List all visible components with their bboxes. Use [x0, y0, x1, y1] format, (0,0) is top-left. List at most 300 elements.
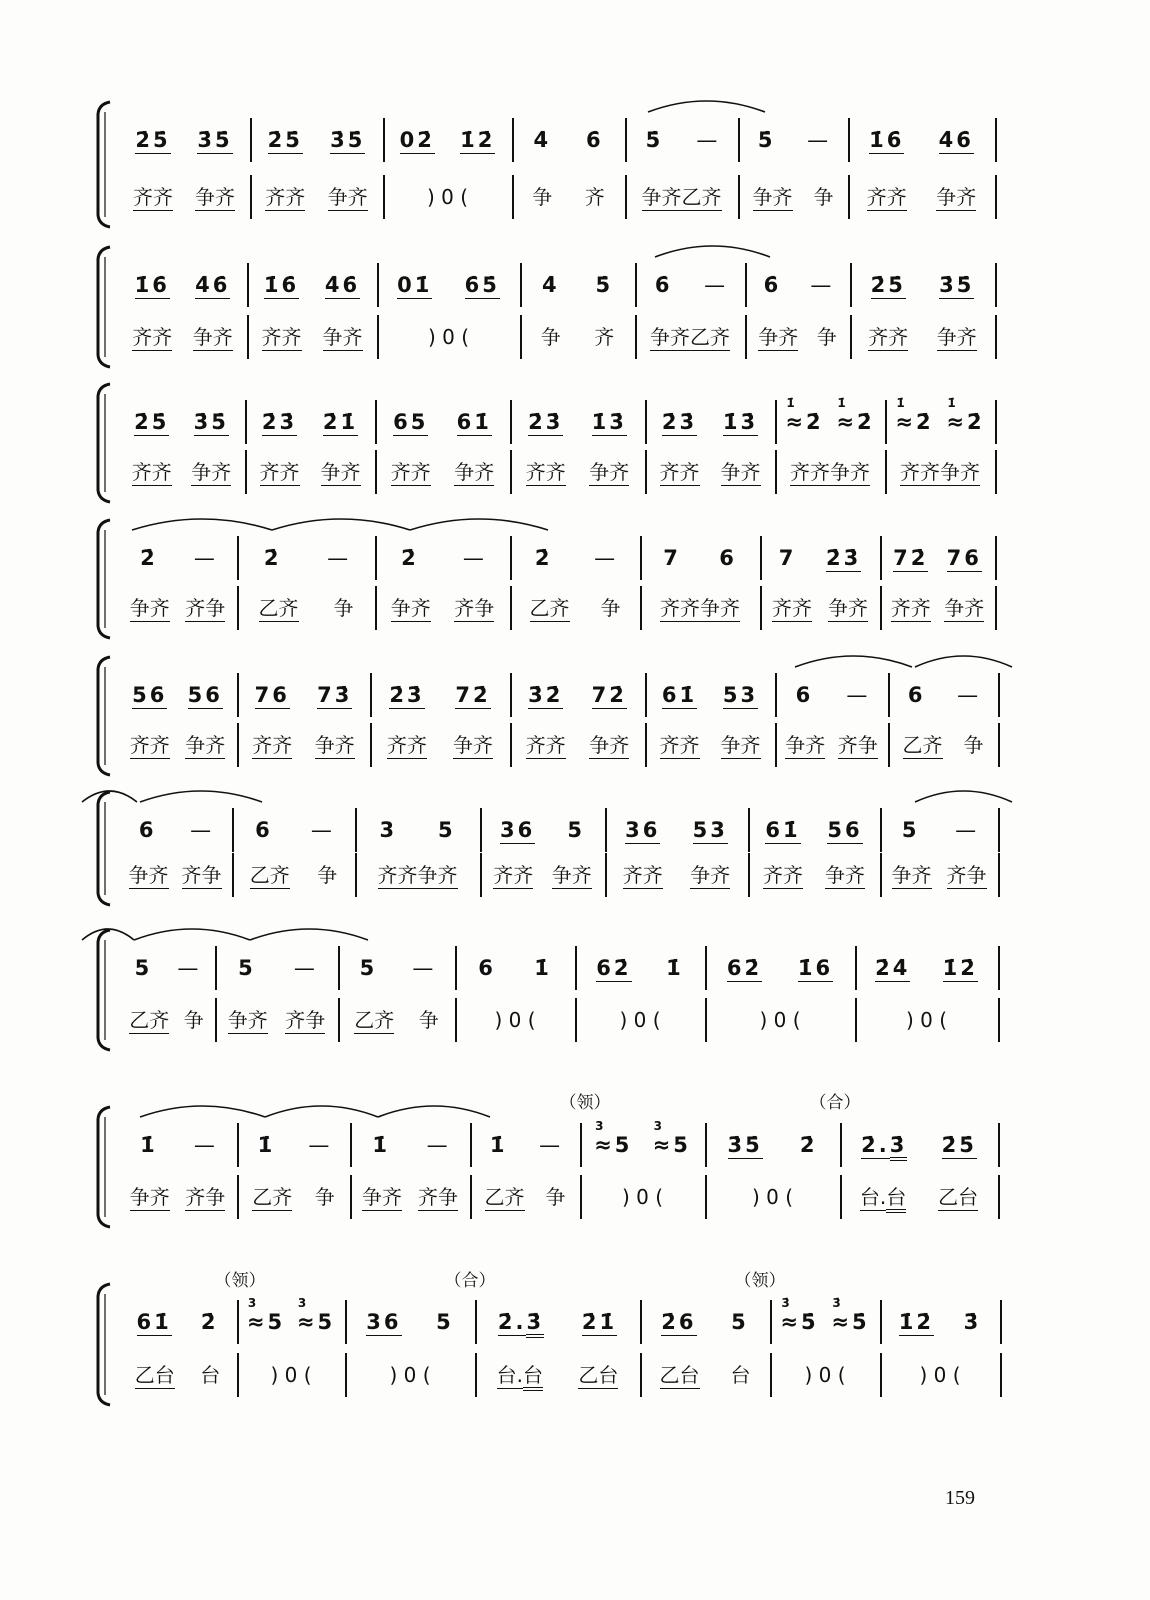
barline: [775, 673, 777, 717]
barline: [237, 1175, 239, 1219]
beat: [528, 682, 563, 708]
barline: [880, 1300, 882, 1344]
beat: [250, 862, 290, 888]
notes: —: [462, 546, 484, 570]
beat: [946, 396, 985, 435]
beat: [438, 817, 456, 843]
note-group: [731, 1309, 749, 1335]
barline: [625, 118, 627, 162]
syllables: 齐齐: [493, 863, 534, 887]
measure: [852, 120, 991, 160]
percussion-group: [191, 459, 231, 485]
percussion-group: [523, 1362, 543, 1388]
notes: ≈2̇: [785, 410, 824, 434]
percussion-group: [900, 459, 940, 485]
note-group: [727, 955, 762, 981]
beat: [642, 184, 722, 210]
beat: [327, 545, 348, 571]
beat: [228, 1007, 268, 1033]
syllables: 争: [540, 325, 561, 349]
percussion-group: [838, 732, 878, 758]
measure: [236, 810, 351, 850]
beat: [465, 272, 500, 298]
beat: [661, 1309, 696, 1335]
note-group: [728, 1132, 763, 1158]
note-group: [890, 1132, 908, 1158]
notes: 1̇6̇: [869, 128, 905, 152]
beat: [800, 1132, 818, 1158]
measure: [359, 810, 476, 850]
syllables: 齐齐: [866, 185, 907, 209]
note-group: [807, 127, 828, 153]
notes: 5̇: [645, 128, 664, 152]
beat: [436, 1309, 454, 1335]
barline: [885, 400, 887, 444]
barline: [880, 536, 882, 580]
barline: [995, 118, 997, 162]
syllables: 争齐: [758, 325, 799, 349]
barline: [237, 1300, 239, 1344]
notes: 62̇: [596, 956, 632, 980]
barline: [237, 723, 239, 767]
percussion-group: [526, 459, 566, 485]
measure: [241, 725, 366, 765]
beat: [259, 595, 299, 621]
percussion-group: [660, 459, 700, 485]
notes: 36: [625, 818, 661, 842]
syllables: 齐争: [946, 863, 987, 887]
beat: [752, 1184, 793, 1210]
measure: [629, 177, 734, 217]
beat: [378, 862, 458, 888]
beat: [867, 184, 907, 210]
percussion-group: [184, 1007, 204, 1033]
beat: [601, 595, 621, 621]
beat: [194, 409, 229, 435]
barline: [775, 723, 777, 767]
beat: [262, 324, 302, 350]
syllables: 争齐: [936, 185, 977, 209]
beat: [938, 1184, 978, 1210]
notes: 61̇: [136, 1310, 172, 1334]
beat: [197, 127, 232, 153]
notes: 2̇3̇: [528, 410, 564, 434]
beat: [780, 1296, 819, 1335]
percussion-group: [700, 595, 740, 621]
syllables: 争齐: [785, 733, 826, 757]
beat: [294, 955, 315, 981]
beat: [526, 732, 566, 758]
note-group: [389, 682, 424, 708]
barline: [455, 946, 457, 990]
beat: [188, 682, 223, 708]
beat: [582, 1309, 617, 1335]
notes: 53: [692, 818, 728, 842]
beat: [814, 184, 834, 210]
syllables: 台: [886, 1185, 906, 1213]
part-label: （合）: [809, 1093, 861, 1113]
note-group: [194, 409, 229, 435]
note-group: [438, 817, 456, 843]
syllables: 乙台: [659, 1363, 700, 1387]
beat: [285, 1007, 325, 1033]
beat: [957, 682, 978, 708]
notes: ≈5̇: [831, 1310, 870, 1334]
notes: —: [193, 546, 215, 570]
beat: [201, 1309, 219, 1335]
percussion-group: [759, 1007, 800, 1033]
notes: —: [810, 273, 832, 297]
beat: [526, 459, 566, 485]
beat: [810, 272, 831, 298]
measure: [241, 538, 371, 578]
notes: 2̇3̇: [825, 546, 862, 570]
percussion-group: [530, 595, 570, 621]
notes: 2̇1̇: [322, 410, 359, 434]
percussion-group: [752, 1184, 793, 1210]
beat: [428, 324, 469, 350]
note-group: [465, 272, 500, 298]
syllables: 乙齐: [249, 863, 290, 887]
system-bracket: [98, 657, 110, 775]
barline: [640, 536, 642, 580]
percussion-group: [389, 1362, 430, 1388]
percussion-group: [721, 732, 761, 758]
syllables: ) 0 (: [751, 1185, 794, 1209]
barline: [998, 673, 1000, 717]
percussion-group: [944, 595, 984, 621]
measure: [749, 265, 846, 305]
barline: [245, 450, 247, 494]
syllables: 乙齐: [484, 1185, 525, 1209]
percussion-group: [825, 862, 865, 888]
beat: [185, 732, 225, 758]
syllables: 齐争: [185, 596, 226, 620]
notes: —: [696, 128, 718, 152]
percussion-group: [259, 595, 299, 621]
barline: [605, 808, 607, 852]
measure: [122, 1177, 233, 1217]
slur: [140, 791, 262, 802]
note-group: [372, 1132, 390, 1158]
notes: 1̇3̇: [591, 410, 627, 434]
system-bracket: [98, 384, 110, 502]
grace-note: 3̇: [781, 1296, 790, 1310]
measure: [381, 317, 516, 357]
barline: [840, 1175, 842, 1219]
beat: [311, 817, 332, 843]
note-group: [661, 1309, 696, 1335]
barline: [605, 853, 607, 897]
beat: [660, 595, 740, 621]
note-group: [946, 396, 985, 435]
note-group: [478, 955, 496, 981]
barline: [705, 998, 707, 1042]
percussion-group: [362, 1184, 402, 1210]
beat: [546, 1184, 566, 1210]
barline: [232, 853, 234, 897]
syllables: 争齐: [650, 325, 690, 349]
note-group: [861, 1132, 890, 1158]
beat: [494, 1007, 535, 1033]
measure: [241, 1296, 341, 1342]
note-group: [939, 127, 974, 153]
beat: [182, 862, 222, 888]
notes: 56: [827, 818, 863, 842]
percussion-group: [690, 862, 730, 888]
barline: [640, 1353, 642, 1397]
syllables: 争齐: [129, 596, 170, 620]
measure: [629, 120, 734, 160]
barline: [355, 808, 357, 852]
beat: [727, 955, 762, 981]
percussion-group: [454, 459, 494, 485]
percussion-group: [321, 459, 361, 485]
barline: [480, 808, 482, 852]
beat: [246, 1296, 286, 1335]
barline: [375, 536, 377, 580]
percussion-group: [940, 459, 980, 485]
notes: 2̇: [140, 546, 158, 570]
beat: [397, 272, 432, 298]
beat: [264, 272, 299, 298]
measure: [387, 177, 508, 217]
barline: [1000, 1353, 1002, 1397]
note-group: [594, 545, 615, 571]
beat: [804, 1362, 845, 1388]
beat: [193, 324, 233, 350]
beat: [317, 862, 337, 888]
percussion-group: [828, 595, 868, 621]
barline: [738, 118, 740, 162]
barline: [215, 998, 217, 1042]
measure: [474, 1177, 576, 1217]
notes: —: [193, 1133, 215, 1157]
beat: [265, 184, 305, 210]
measure: [122, 177, 246, 217]
notes: 1̇2̇: [942, 956, 978, 980]
barline: [775, 450, 777, 494]
beat: [387, 732, 427, 758]
barline: [575, 998, 577, 1042]
percussion-group: [817, 324, 837, 350]
measure: [122, 588, 233, 628]
note-group: [800, 1132, 818, 1158]
barline: [998, 1123, 1000, 1167]
barline: [370, 723, 372, 767]
measure: [844, 1177, 994, 1217]
barline: [840, 1123, 842, 1167]
percussion-group: [129, 1007, 169, 1033]
beat: [393, 409, 428, 435]
syllables: 台: [730, 1363, 751, 1387]
barline: [850, 263, 852, 307]
barline: [510, 723, 512, 767]
notes: 2̇: [799, 1133, 818, 1157]
system-bracket: [98, 1284, 110, 1405]
notes: 2̇.: [861, 1133, 890, 1157]
beat: [328, 184, 368, 210]
beat: [200, 1362, 220, 1388]
notes: 2̇5̇: [134, 410, 170, 434]
barline: [510, 450, 512, 494]
note-group: [498, 1309, 527, 1335]
beat: [366, 1309, 401, 1335]
measure: [639, 317, 741, 357]
beat: [195, 184, 235, 210]
measure: [854, 265, 991, 305]
percussion-group: [906, 1007, 947, 1033]
beat: [772, 595, 812, 621]
measure: [854, 317, 991, 357]
syllables: 争齐: [191, 460, 232, 484]
beat: [258, 1132, 276, 1158]
beat: [939, 127, 974, 153]
syllables: 乙台: [134, 1363, 175, 1387]
beat: [323, 324, 363, 350]
syllables: 台: [200, 1363, 221, 1387]
beat: [825, 862, 865, 888]
barline: [250, 175, 252, 219]
measure: [479, 1355, 636, 1395]
syllables: 乙齐: [690, 325, 730, 349]
beat: [947, 545, 982, 571]
measure: [122, 675, 233, 715]
beat: [838, 732, 878, 758]
slur: [82, 929, 134, 940]
barline: [888, 673, 890, 717]
note-group: [592, 682, 627, 708]
syllables: 争齐: [944, 596, 985, 620]
notes: ≈2̇: [946, 410, 985, 434]
beat: [763, 862, 803, 888]
measure: [122, 1355, 233, 1395]
measure: [852, 177, 991, 217]
percussion-group: [334, 595, 354, 621]
syllables: 齐齐: [900, 460, 940, 484]
beat: [723, 682, 758, 708]
syllables: 争齐: [185, 733, 226, 757]
beat: [478, 955, 496, 981]
percussion-group: [130, 732, 170, 758]
barline: [338, 946, 340, 990]
beat: [892, 862, 932, 888]
measure: [749, 317, 846, 357]
barline: [775, 400, 777, 444]
beat: [317, 682, 352, 708]
syllables: 齐: [584, 185, 605, 209]
beat: [252, 1184, 292, 1210]
syllables: 争齐: [940, 460, 980, 484]
measure: [241, 1177, 346, 1217]
beat: [315, 1184, 335, 1210]
slur: [134, 929, 250, 940]
note-group: [798, 955, 833, 981]
beat: [191, 459, 231, 485]
beat: [944, 595, 984, 621]
percussion-group: [419, 1007, 439, 1033]
syllables: ) 0 (: [759, 1008, 801, 1032]
note-group: [908, 682, 926, 708]
percussion-group: [785, 732, 825, 758]
measure: [609, 810, 744, 850]
percussion-group: [601, 595, 621, 621]
syllables: 争齐: [314, 733, 355, 757]
barline: [998, 853, 1000, 897]
measure: [584, 1177, 701, 1217]
measure: [122, 1000, 211, 1040]
beat: [817, 324, 837, 350]
barline: [350, 1123, 352, 1167]
syllables: 争齐: [322, 325, 363, 349]
beat: [315, 732, 355, 758]
syllables: 齐齐: [377, 863, 418, 887]
note-group: [139, 817, 157, 843]
beat: [130, 595, 170, 621]
slur: [655, 246, 770, 257]
notes: 6̇: [763, 273, 782, 297]
barline: [237, 1353, 239, 1397]
measure: [644, 1355, 766, 1395]
measure: [644, 588, 756, 628]
note-group: [140, 1132, 158, 1158]
note-group: [846, 682, 867, 708]
beat: [662, 409, 697, 435]
barline: [645, 400, 647, 444]
note-group: [836, 396, 875, 435]
note-group: [294, 955, 315, 981]
notes: —: [704, 273, 726, 297]
syllables: 争齐: [227, 1008, 268, 1032]
measure: [884, 1302, 996, 1342]
percussion-group: [660, 732, 700, 758]
syllables: 齐齐: [265, 185, 306, 209]
barline: [880, 808, 882, 852]
notes: 5: [359, 956, 378, 980]
notes: 01̇: [397, 273, 433, 297]
barline: [580, 1123, 582, 1167]
note-group: [366, 1309, 401, 1335]
notes: 2̇3̇: [661, 410, 698, 434]
beat: [132, 459, 172, 485]
syllables: 争: [183, 1008, 204, 1032]
syllables: 争: [600, 596, 621, 620]
percussion-group: [323, 324, 363, 350]
beat: [660, 732, 700, 758]
barline: [355, 853, 357, 897]
note-group: [436, 1309, 454, 1335]
barline: [995, 263, 997, 307]
beat: [807, 127, 828, 153]
percussion-group: [497, 1362, 523, 1388]
slur: [132, 519, 272, 530]
beat: [137, 1309, 172, 1335]
beat: [427, 184, 468, 210]
percussion-group: [622, 1184, 663, 1210]
note-group: [535, 545, 553, 571]
beat: [190, 817, 211, 843]
notes: 6: [255, 818, 273, 842]
measure: [349, 1302, 471, 1342]
barline: [848, 175, 850, 219]
beat: [723, 409, 758, 435]
beat: [947, 862, 987, 888]
note-group: [693, 817, 728, 843]
beat: [252, 732, 292, 758]
measure: [709, 1125, 836, 1165]
barline: [998, 723, 1000, 767]
measure: [889, 396, 991, 442]
